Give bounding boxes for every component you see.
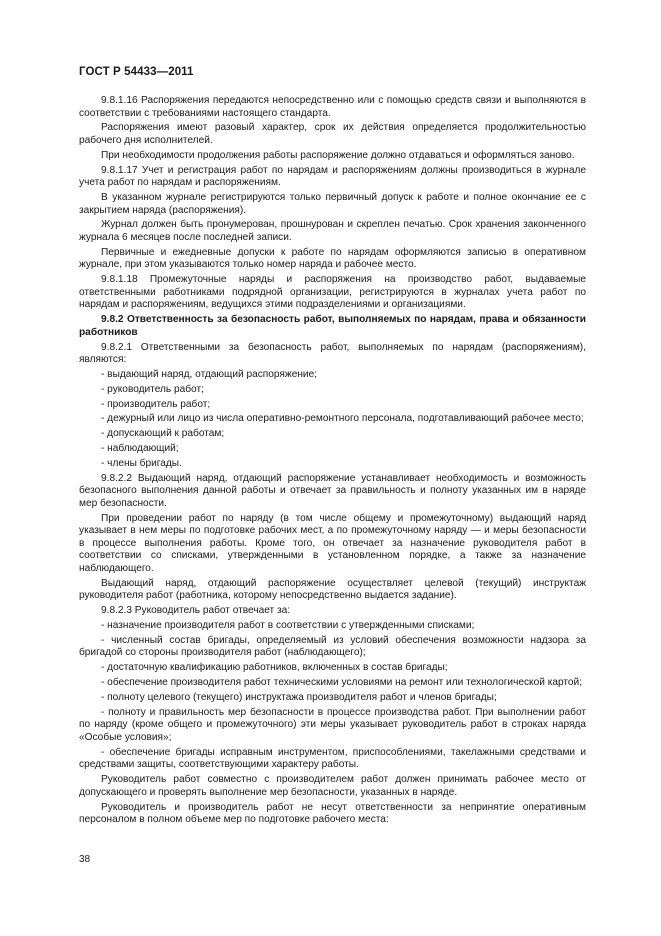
- document-body: [79, 95, 586, 829]
- paragraph: 9.8.1.18 Промежуточные наряды и распоряжения на производство работ, выдаваемые ответственными работниками подрядной организации, регистрируются в журналах учета работ по нарядам и распоряжениям, ведущихся этими подразделениями и организациями.: [79, 274, 586, 311]
- paragraph: - руководитель работ;: [101, 383, 204, 395]
- page-number: 38: [79, 854, 91, 865]
- paragraph: - обеспечение производителя работ техническими условиями на ремонт или технологической картой;: [101, 677, 583, 689]
- paragraph: Руководитель и производитель работ не несут ответственности за непринятие оперативным персоналом в полном объеме мер по подготовке рабочего места:: [79, 801, 586, 826]
- paragraph: Выдающий наряд, отдающий распоряжение осуществляет целевой (текущий) инструктаж руководителя работ (работника, которому непосредственно выдается задание).: [79, 577, 586, 602]
- paragraph: - члены бригады.: [101, 457, 182, 469]
- paragraph: При необходимости продолжения работы распоряжение должно отдаваться и оформляться заново.: [101, 149, 575, 161]
- paragraph: - выдающий наряд, отдающий распоряжение;: [101, 368, 318, 380]
- document-header: ГОСТ Р 54433—2011: [79, 66, 194, 78]
- paragraph: 9.8.1.17 Учет и регистрация работ по нарядам и распоряжениям должны производиться в журнале учета работ по нарядам и распоряжениям.: [79, 164, 586, 189]
- paragraph: При проведении работ по наряду (в том числе общему и промежуточному) выдающий наряд указывает в нем меры по подготовке рабочих мест, а по промежуточному наряду — и меры безопасности в процессе выполнения работы. Кроме того, он отвечает за назначение руководителя работ в соответствии со списками, утвержденными в установленном порядке, а также за назначение наблюдающего.: [79, 512, 586, 574]
- paragraph: 9.8.2.2 Выдающий наряд, отдающий распоряжение устанавливает необходимость и возможность безопасного выполнения данной работы и отвечает за правильность и полноту указанных им в наряде мер безопасности.: [79, 472, 586, 509]
- paragraph: - наблюдающий;: [101, 443, 179, 455]
- paragraph: - допускающий к работам;: [101, 428, 225, 440]
- paragraph: Руководитель работ совместно с производителем работ должен принимать рабочее место от допускающего и проверять выполнение мер безопасности, указанных в наряде.: [79, 774, 586, 798]
- paragraph: - полноту целевого (текущего) инструктажа производителя работ и членов бригады;: [101, 691, 497, 703]
- paragraph: - полноту и правильность мер безопасности в процессе производства работ. При выполнении работ по наряду (кроме общего и промежуточного) эти меры указывает руководитель работ в строках наряда «Особые условия»;: [79, 706, 586, 743]
- paragraph: - назначение производителя работ в соответствии с утвержденными списками;: [101, 620, 475, 632]
- paragraph: Журнал должен быть пронумерован, прошнурован и скреплен печатью. Срок хранения законченного журнала 6 месяцев после последней записи.: [79, 219, 586, 243]
- paragraph: Первичные и ежедневные допуски к работе по нарядам оформляются записью в оперативном журнале, при этом указываются только номер наряда и рабочее место.: [79, 246, 586, 271]
- paragraph: В указанном журнале регистрируются только первичный допуск к работе и полное окончание ее с закрытием наряда (распоряжения).: [79, 192, 586, 216]
- paragraph: - достаточную квалификацию работников, включенных в состав бригады;: [101, 662, 448, 674]
- paragraph: - дежурный или лицо из числа оперативно-ремонтного персонала, подготавливающий рабочее место;: [101, 413, 584, 425]
- paragraph: - обеспечение бригады исправным инструментом, приспособлениями, такелажными средствами и средствами защиты, соответствующими характеру работы.: [79, 746, 586, 771]
- paragraph: 9.8.1.16 Распоряжения передаются непосредственно или с помощью средств связи и выполняются в соответствии с требованиями настоящего стандарта.: [79, 95, 586, 119]
- section-heading: 9.8.2 Ответственность за безопасность работ, выполняемых по нарядам, права и обязанности работников: [79, 314, 586, 338]
- paragraph: - производитель работ;: [101, 398, 211, 410]
- paragraph: - численный состав бригады, определяемый из условий обеспечения возможности надзора за бригадой со стороны производителя работ (наблюдающего);: [79, 634, 586, 659]
- paragraph: 9.8.2.1 Ответственными за безопасность работ, выполняемых по нарядам (распоряжениям), являются:: [79, 341, 586, 366]
- paragraph: Распоряжения имеют разовый характер, срок их действия определяется продолжительностью рабочего дня исполнителей.: [79, 122, 586, 146]
- paragraph: 9.8.2.3 Руководитель работ отвечает за:: [101, 605, 291, 617]
